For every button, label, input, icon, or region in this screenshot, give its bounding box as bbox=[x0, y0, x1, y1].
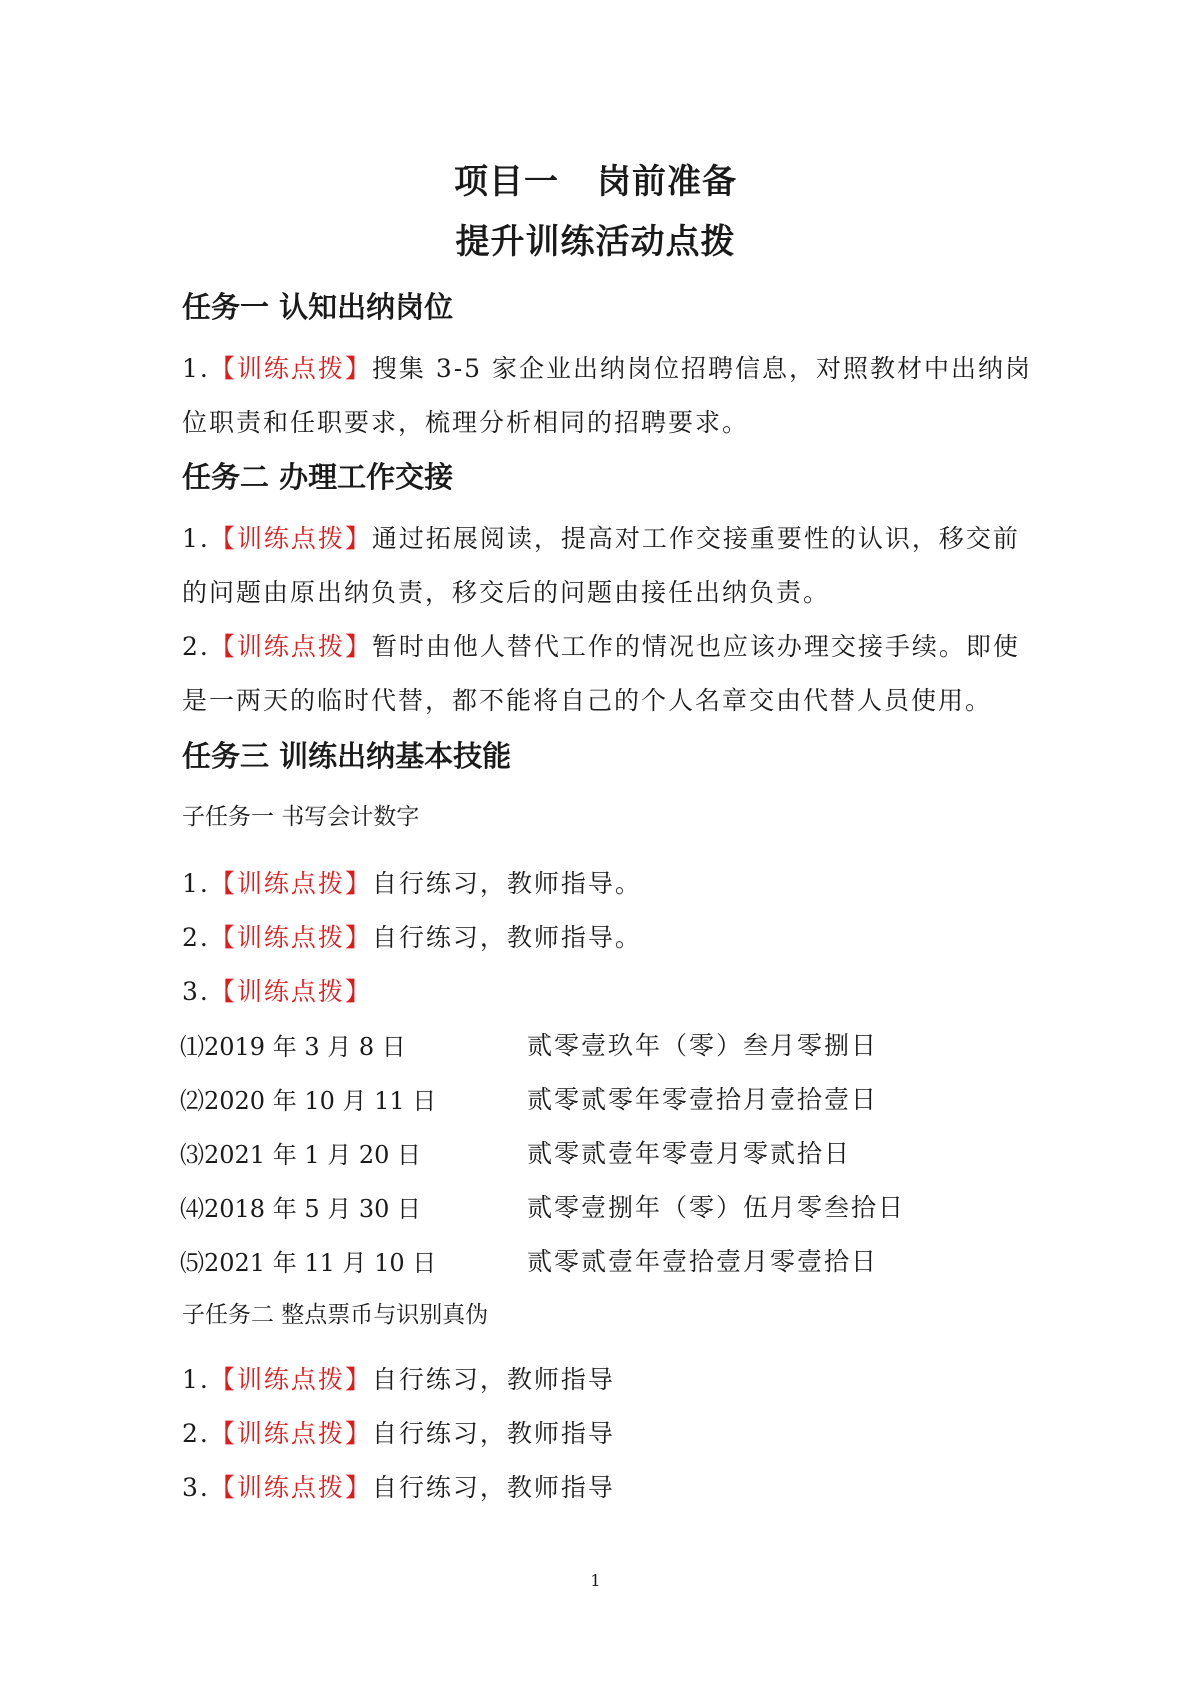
item-text: 自行练习，教师指导。 bbox=[371, 923, 642, 952]
date-arabic: ⑸2021 年 11 月 10 日 bbox=[180, 1249, 437, 1277]
training-tip-tag: 【训练点拨】 bbox=[209, 1365, 372, 1394]
subtask1-heading: 子任务一 书写会计数字 bbox=[182, 804, 420, 830]
item-text: 自行练习，教师指导 bbox=[371, 1473, 615, 1502]
training-tip-tag: 【训练点拨】 bbox=[209, 524, 372, 553]
page-title: 提升训练活动点拨 bbox=[455, 222, 736, 262]
item-number: 3. bbox=[182, 977, 210, 1006]
training-tip-tag: 【训练点拨】 bbox=[209, 1419, 372, 1448]
task2-heading: 任务二 办理工作交接 bbox=[182, 460, 454, 494]
subtask2-item3 bbox=[182, 1468, 615, 1504]
training-tip-tag: 【训练点拨】 bbox=[209, 923, 372, 952]
task1-item1 bbox=[182, 342, 1042, 450]
item-number: 2. bbox=[182, 923, 210, 952]
subtask1-item2 bbox=[182, 918, 642, 954]
date-arabic: ⑴2019 年 3 月 8 日 bbox=[180, 1033, 406, 1061]
item-text: 搜集 3-5 家企业出纳岗位招聘信息，对照教材中出纳岗位职责和任职要求，梳理分析相同的招聘要求。 bbox=[182, 354, 1033, 437]
date-arabic: ⑶2021 年 1 月 20 日 bbox=[180, 1141, 422, 1169]
training-tip-tag: 【训练点拨】 bbox=[209, 977, 372, 1006]
item-number: 3. bbox=[182, 1473, 210, 1502]
training-tip-tag: 【训练点拨】 bbox=[209, 632, 372, 661]
date-arabic: ⑵2020 年 10 月 11 日 bbox=[180, 1087, 437, 1115]
item-text: 自行练习，教师指导 bbox=[371, 1419, 615, 1448]
training-tip-tag: 【训练点拨】 bbox=[209, 354, 372, 383]
task2-item2 bbox=[182, 620, 1042, 728]
subtask2-item1 bbox=[182, 1360, 615, 1396]
date-uppercase: 贰零贰零年零壹拾月壹拾壹日 bbox=[527, 1085, 879, 1114]
project-title-number: 项目一 bbox=[454, 162, 559, 202]
task1-heading: 任务一 认知出纳岗位 bbox=[182, 290, 454, 324]
item-number: 1. bbox=[182, 1365, 210, 1394]
project-title-name: 岗前准备 bbox=[597, 162, 737, 202]
item-number: 1. bbox=[182, 354, 210, 383]
item-text: 暂时由他人替代工作的情况也应该办理交接手续。即使是一两天的临时代替，都不能将自己的个人名章交由代替人员使用。 bbox=[182, 632, 1020, 715]
subtask2-item2 bbox=[182, 1414, 615, 1450]
item-number: 2. bbox=[182, 632, 210, 661]
date-uppercase: 贰零贰壹年壹拾壹月零壹拾日 bbox=[527, 1247, 879, 1276]
page-number: 1 bbox=[590, 1571, 601, 1590]
item-number: 2. bbox=[182, 1419, 210, 1448]
item-text: 自行练习，教师指导 bbox=[371, 1365, 615, 1394]
item-text: 通过拓展阅读，提高对工作交接重要性的认识，移交前的问题由原出纳负责，移交后的问题由接任出纳负责。 bbox=[182, 524, 1020, 607]
item-number: 1. bbox=[182, 869, 210, 898]
date-uppercase: 贰零贰壹年零壹月零贰拾日 bbox=[527, 1139, 852, 1168]
date-uppercase: 贰零壹捌年（零）伍月零叁拾日 bbox=[527, 1193, 906, 1222]
task3-heading: 任务三 训练出纳基本技能 bbox=[182, 739, 512, 773]
item-number: 1. bbox=[182, 524, 210, 553]
training-tip-tag: 【训练点拨】 bbox=[209, 1473, 372, 1502]
training-tip-tag: 【训练点拨】 bbox=[209, 869, 372, 898]
subtask2-heading: 子任务二 整点票币与识别真伪 bbox=[182, 1302, 489, 1328]
subtask1-item3 bbox=[182, 972, 372, 1008]
subtask1-item1 bbox=[182, 864, 642, 900]
task2-item1 bbox=[182, 512, 1042, 620]
date-arabic: ⑷2018 年 5 月 30 日 bbox=[180, 1195, 422, 1223]
date-uppercase: 贰零壹玖年（零）叁月零捌日 bbox=[527, 1031, 879, 1060]
item-text: 自行练习，教师指导。 bbox=[371, 869, 642, 898]
project-title bbox=[0, 154, 1191, 203]
